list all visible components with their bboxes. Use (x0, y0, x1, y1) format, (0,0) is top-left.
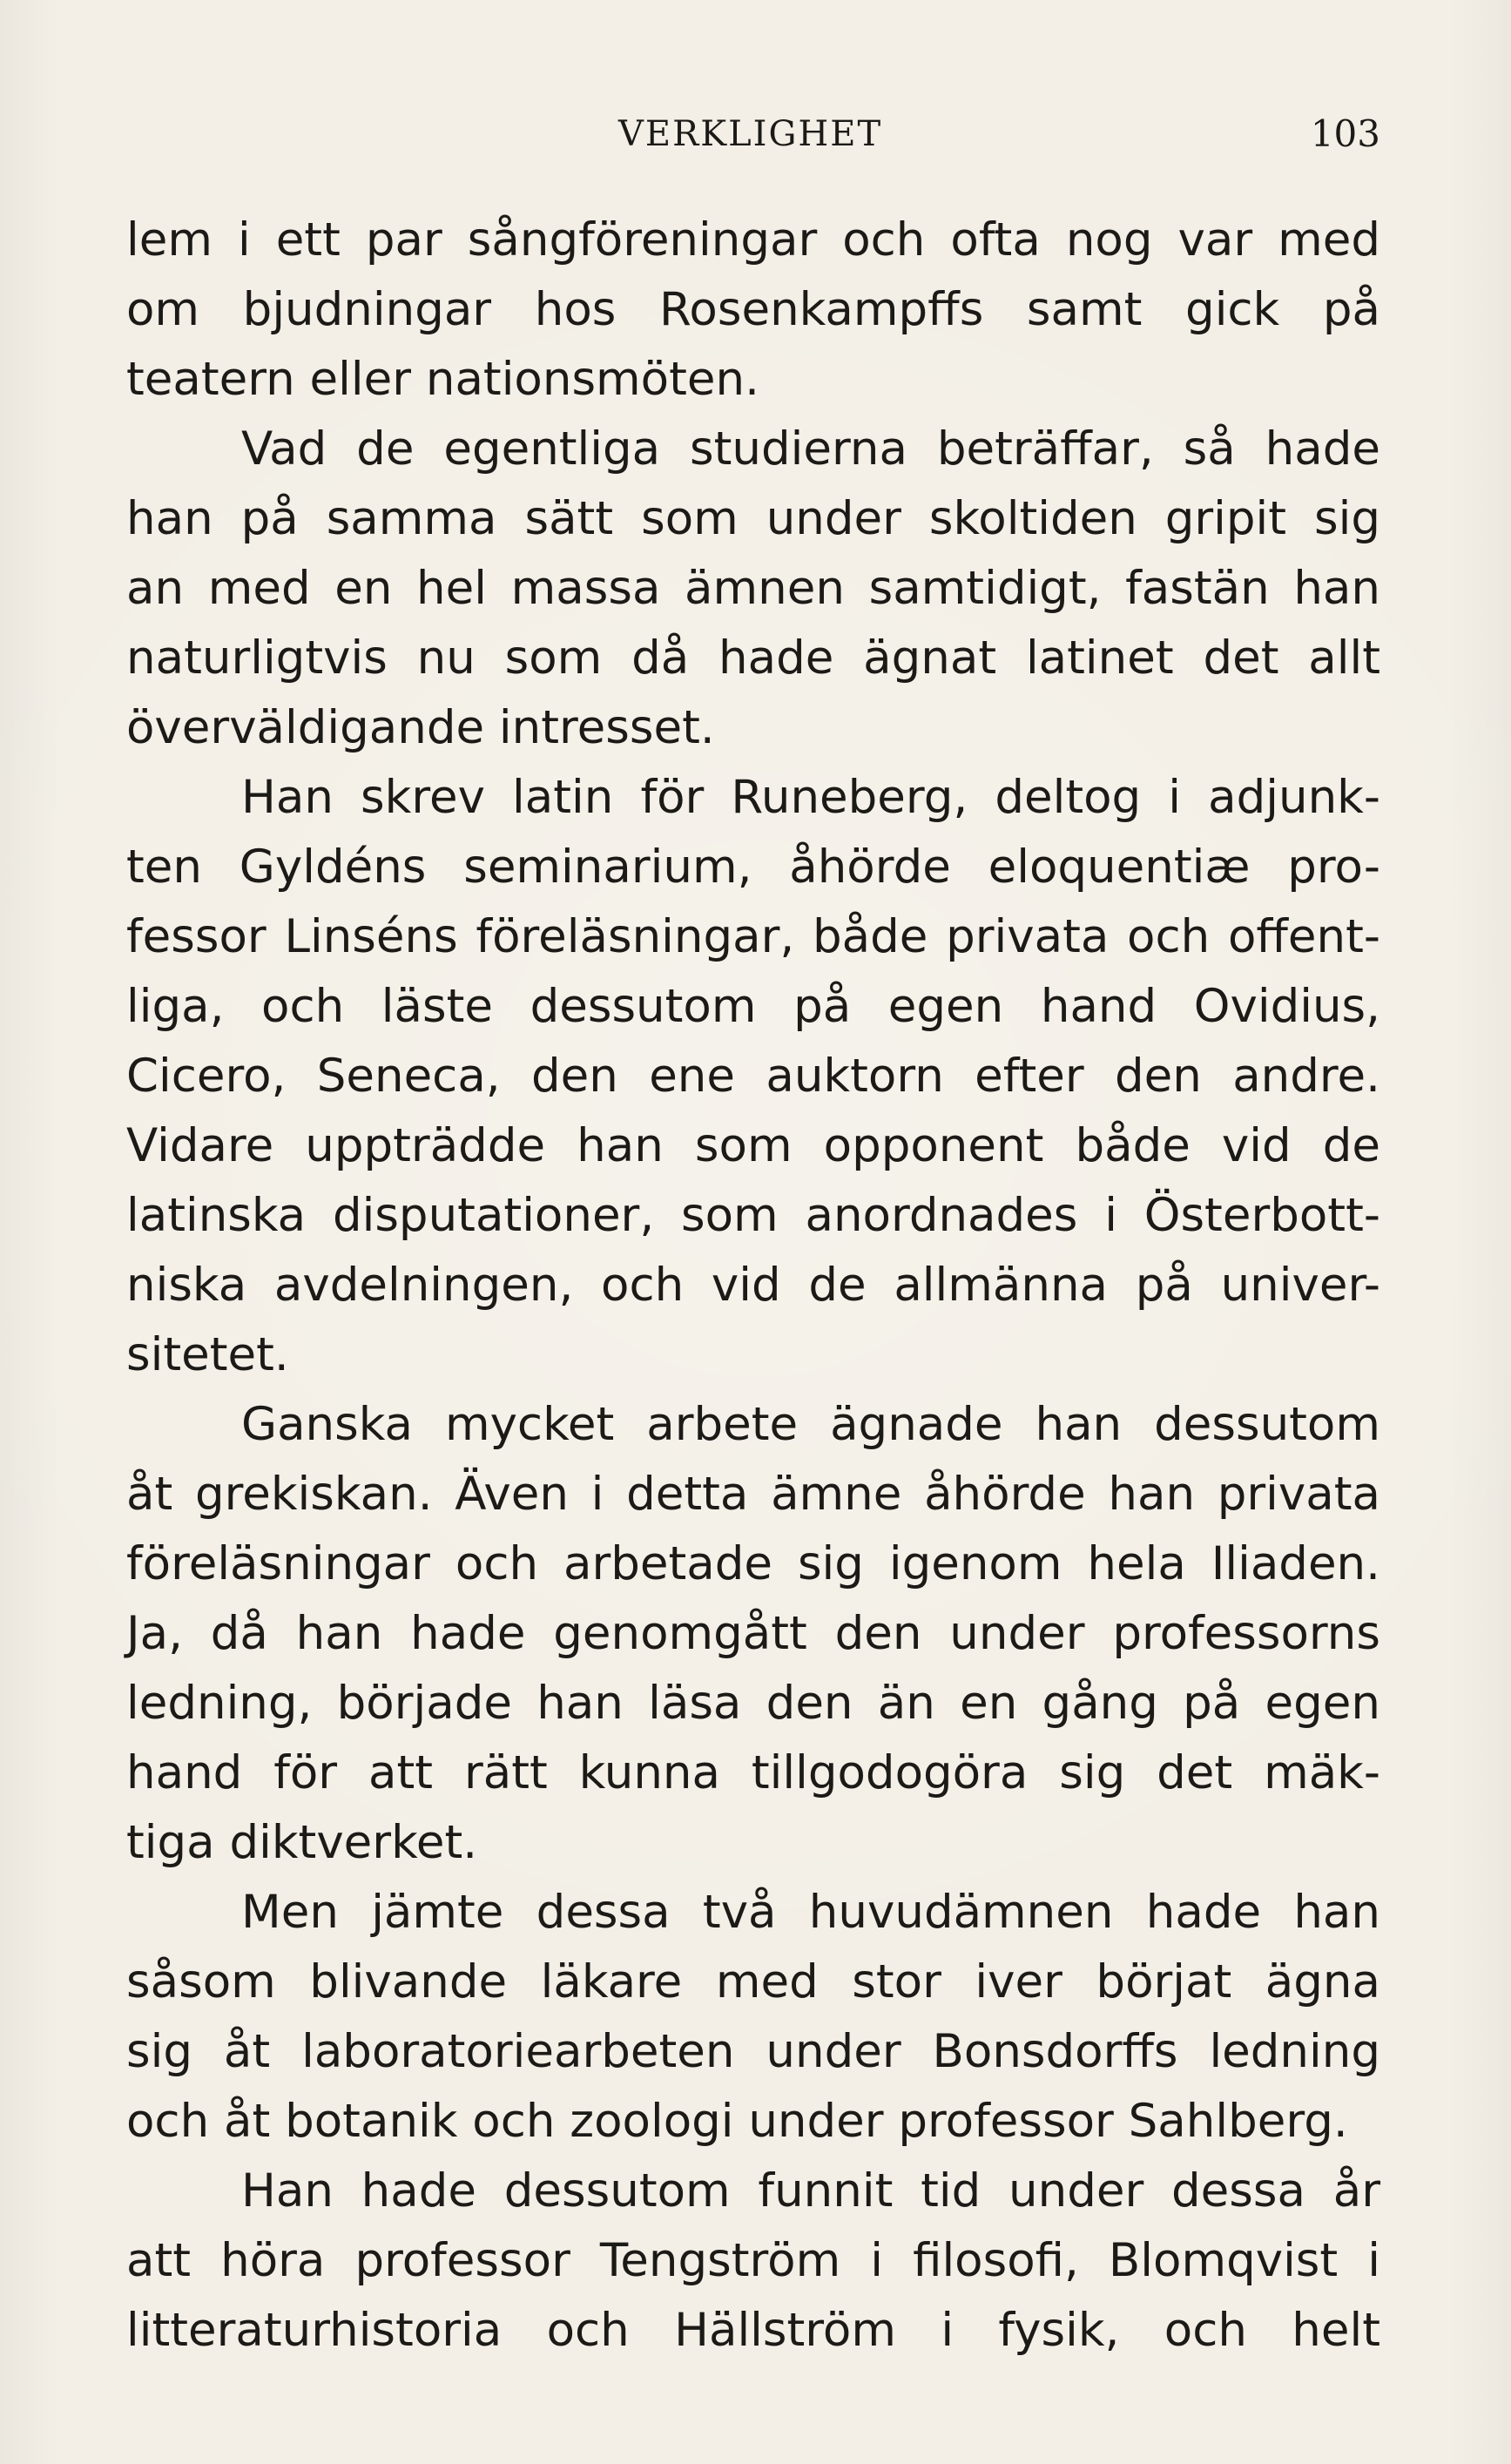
text-line: åt grekiskan. Även i detta ämne åhörde han privata (126, 1468, 1380, 1521)
running-head (126, 108, 1380, 160)
body-text (126, 206, 1380, 2366)
text-line: Vad de egentliga studierna beträffar, så hade (241, 422, 1380, 476)
text-line: hand för att rätt kunna tillgodogöra sig det mäk- (126, 1746, 1380, 1799)
text-line: såsom blivande läkare med stor iver börjat ägna (126, 1955, 1380, 2008)
page-number: 103 (1310, 112, 1380, 155)
text-line: ten Gyldéns seminarium, åhörde eloquentiæ pro- (126, 840, 1380, 894)
text-line: föreläsningar och arbetade sig igenom hela Iliaden. (126, 1537, 1380, 1590)
text-line: naturligtvis nu som då hade ägnat latinet det allt (126, 631, 1380, 685)
running-title: VERKLIGHET (618, 114, 883, 154)
text-line: Han hade dessutom funnit tid under dessa år (241, 2164, 1380, 2218)
text-line: han på samma sätt som under skoltiden gripit sig (126, 492, 1380, 545)
text-line: Han skrev latin för Runeberg, deltog i adjunk- (241, 771, 1380, 824)
text-line: Vidare uppträdde han som opponent både vid de (126, 1119, 1380, 1172)
text-line: överväldigande intresset. (126, 701, 715, 754)
text-line: att höra professor Tengström i filosofi, Blomqvist i (126, 2234, 1380, 2287)
text-line: litteraturhistoria och Hällström i fysik, och helt (126, 2304, 1380, 2357)
text-line: ledning, började han läsa den än en gång på egen (126, 1677, 1380, 1730)
text-line: Cicero, Seneca, den ene auktorn efter den andre. (126, 1050, 1380, 1103)
text-line: Ja, då han hade genomgått den under professorns (126, 1607, 1380, 1660)
text-line: lem i ett par sångföreningar och ofta nog var med (126, 213, 1380, 267)
text-line: an med en hel massa ämnen samtidigt, fastän han (126, 562, 1380, 615)
text-line: sitetet. (126, 1328, 289, 1381)
text-line: Ganska mycket arbete ägnade han dessutom (241, 1398, 1380, 1451)
text-line: teatern eller nationsmöten. (126, 353, 759, 406)
text-line: om bjudningar hos Rosenkampffs samt gick på (126, 283, 1380, 336)
text-line: sig åt laboratoriearbeten under Bonsdorffs ledning (126, 2025, 1380, 2078)
text-line: liga, och läste dessutom på egen hand Ovidius, (126, 980, 1380, 1033)
text-line: och åt botanik och zoologi under professor Sahlberg. (126, 2095, 1348, 2148)
text-line: latinska disputationer, som anordnades i Österbott- (126, 1189, 1380, 1242)
text-line: Men jämte dessa två huvudämnen hade han (241, 1886, 1380, 1939)
text-line: tiga diktverket. (126, 1816, 478, 1869)
text-line: fessor Linséns föreläsningar, både privata och offent- (126, 910, 1380, 963)
text-line: niska avdelningen, och vid de allmänna på univer- (126, 1259, 1380, 1312)
